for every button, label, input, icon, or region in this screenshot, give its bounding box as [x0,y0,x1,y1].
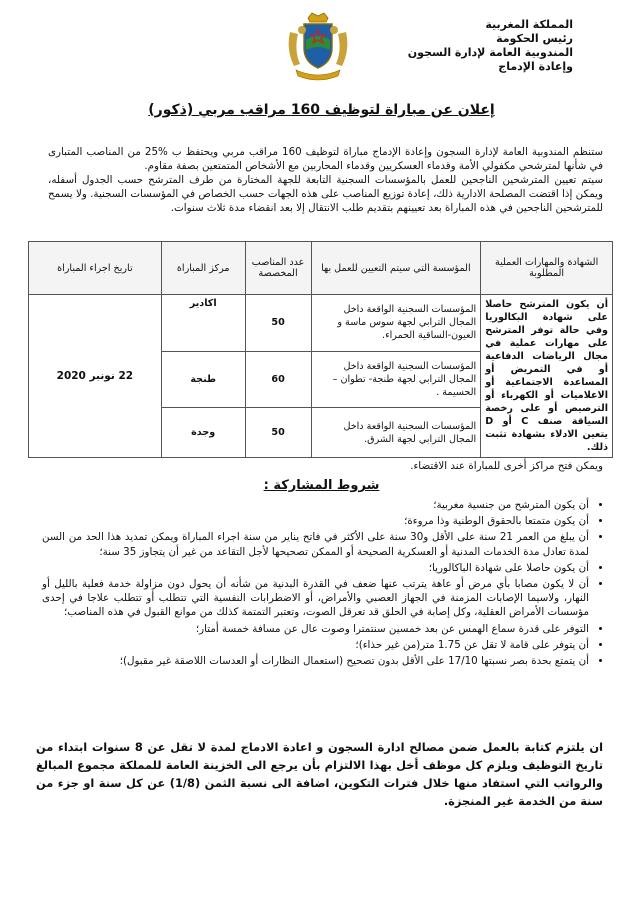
header-line: رئيس الحكومة [496,32,573,45]
exam-date-cell: 22 نونبر 2020 [29,295,162,458]
condition-item: • أن يكون حاصلا على شهادة الباكالوريا؛ [42,561,589,575]
condition-item: • أن لا يكون مصابا بأي مرض أو عاهة يترتب عنها ضعف في القدرة البدنية من شأنه أن يحول دون مزاولة خدمة فعلية بالليل أو النهار، ولاسيما الإصابات المزمنة في الجهاز العصبي والأمراض، أو الاضطرابات النفسية التي تتطلب أو تتطلب علاجا في إحدى مؤسسات الأمراض العقلية، وكل إصابة في الحلق قد تعرقل الصوت، وتعتبر التمتمة كذلك من موانع القبول في هذه المناصب؛ [42,577,589,620]
table-header-cell: المؤسسة التي سيتم التعيين للعمل بها [311,242,481,295]
intro-paragraph: سيتم تعيين المترشحين الناجحين للعمل بالمؤسسات السجنية التابعة للجهة المختارة من طرف المترشح حسب الجدول أسفله، ويمكن إذا اقتضت المصلحة الادارية ذلك، إعادة توزيع المناصب على هذه الجهات حسب الخصاص في المؤسسات السجنية. ولا يسمح للمترشحين الناجحين في هذه المباراة بعد تعيينهم بتقديم طلب الانتقال إلا بعد انقضاء مدة ثلاث سنوات. [48,174,603,214]
posts-cell: 60 [245,351,311,408]
condition-item: • التوفر على قدرة سماع الهمس عن بعد خمسين سنتمترا وصوت عال عن مسافة خمسة أمتار؛ [42,622,589,636]
table-header-cell: تاريخ اجراء المباراة [29,242,162,295]
table-header-cell: الشهادة والمهارات العملية المطلوبة [481,242,613,295]
condition-item: • أن يبلغ من العمر 21 سنة على الأقل و30 سنة على الأكثر في فاتح يناير من سنة اجراء المباراة ويمكن تمديد هذا الحد من السن لمدة تعادل مدة الخدمات المدنية أو العسكرية الصحيحة أو الممكن تصحيحها لأجل التقاعد من غير أن يتجاوز 35 سنة؛ [42,530,589,558]
header-line: وإعادة الإدماج [498,60,573,73]
condition-item: • أن يكون متمتعا بالحقوق الوطنية وذا مروءة؛ [42,514,589,528]
table-row [29,295,613,352]
header-line: المندوبية العامة لإدارة السجون [407,46,573,59]
center-cell: اكادير [161,295,245,352]
institution-cell: المؤسسات السجنية الواقعة داخل المجال الترابي لجهة سوس ماسة و العيون-الساقية الحمراء. [311,295,481,352]
posts-cell: 50 [245,408,311,458]
institution-cell: المؤسسات السجنية الواقعة داخل المجال الترابي لجهة الشرق. [311,408,481,458]
announcement-title: إعلان عن مباراة لتوظيف 160 مراقب مربي (ذكور) [148,102,495,118]
intro-paragraph: ستنظم المندوبية العامة لإدارة السجون وإعادة الإدماج مباراة لتوظيف 160 مراقب مربي ويحتفظ ب %25 من المناصب المتبارى في شأنها لمترشحي مكفولي الأمة وقدماء العسكريين وقدماء المحاربين مع الأشخاص المتمتعين بصفة مقاوم. [48,146,603,172]
institution-cell: المؤسسات السجنية الواقعة داخل المجال الترابي لجهة طنجة- تطوان – الحسيمة . [311,351,481,408]
center-cell: وجدة [161,408,245,458]
service-commitment: ان يلتزم كتابة بالعمل ضمن مصالح ادارة السجون و اعادة الادماج لمدة لا تقل عن 8 سنوات ابتداء من تاريخ التوظيف ويلزم كل موظف أخل بهذا الالتزام بأن يرجع الى الخزينة العامة للمملكة مجموع المبالغ والرواتب التي استفاد منها خلال فترات التكوين، اضافة الى نسبة الثمن (1/8) عن كل سنة او جزء من سنة من الخدمة غير المنجزة. [36,740,604,808]
table-header-cell: مركز المباراة [161,242,245,295]
intro-text [48,145,603,215]
conditions-list [42,498,603,670]
extra-centers-note: ويمكن فتح مراكز أخرى للمباراة عند الاقتضاء. [410,460,603,472]
table-header-cell: عدد المناصب المخصصة [245,242,311,295]
table-header-row [29,242,613,295]
conditions-title: شروط المشاركة : [263,478,380,493]
issuing-authority [343,18,573,74]
condition-item: • أن يكون المترشح من جنسية مغربية؛ [42,498,589,512]
condition-item: • أن يتوفر على قامة لا تقل عن 1.75 متر(من غير حذاء)؛ [42,638,589,652]
posts-cell: 50 [245,295,311,352]
header-line: المملكة المغربية [485,18,573,31]
coat-of-arms-icon [282,10,354,82]
qualification-cell: أن يكون المترشح حاصلا على شهادة البكالوريا وفي حالة توفر المترشح على مهارات عملية في مجال الرياضات الدفاعية أو في التمريض أو المساعدة الاجتماعية أو الاعلاميات أو الكهرباء أو الترصيص أو على رخصة السياقة صنف C أو D يتعين الادلاء بشهادة تثبت ذلك. [481,295,613,458]
condition-item: • أن يتمتع بحدة بصر نسبتها 17/10 على الأقل بدون تصحيح (استعمال النظارات أو العدسات اللاصقة غير مقبول)؛ [42,654,589,668]
positions-table [28,241,613,458]
center-cell: طنجة [161,351,245,408]
